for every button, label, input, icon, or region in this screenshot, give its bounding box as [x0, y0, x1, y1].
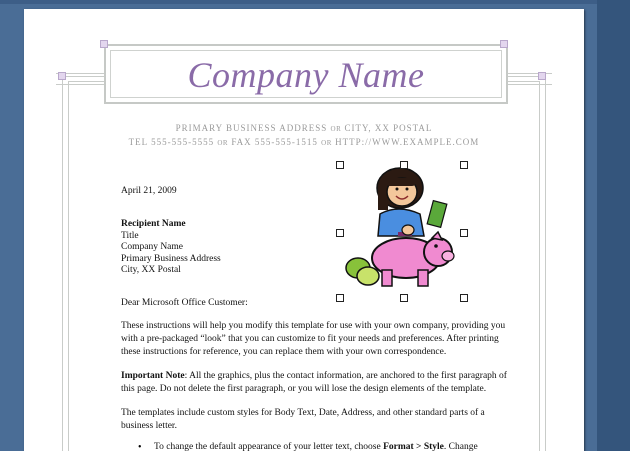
- girl-with-piggy-bank-icon: [338, 162, 464, 298]
- recipient-block[interactable]: [121, 219, 221, 277]
- bullet-bold: Format > Style: [383, 442, 444, 451]
- address-street: PRIMARY BUSINESS ADDRESS: [175, 123, 328, 133]
- company-name: Company Name: [187, 55, 425, 95]
- address-separator: OR: [321, 139, 332, 147]
- company-box-ornament-tr: [500, 40, 508, 48]
- recipient-name: Recipient Name: [121, 219, 186, 229]
- resize-handle-ne[interactable]: [460, 161, 468, 169]
- bullet-text: To change the default appearance of your letter text, choose: [154, 442, 384, 451]
- address-tel: TEL 555-555-5555: [128, 137, 215, 147]
- address-web: HTTP://WWW.EXAMPLE.COM: [335, 137, 480, 147]
- address-city: CITY, XX POSTAL: [344, 123, 433, 133]
- resize-handle-nw[interactable]: [336, 161, 344, 169]
- resize-handle-sw[interactable]: [336, 294, 344, 302]
- company-box-ornament-tl: [100, 40, 108, 48]
- resize-handle-n[interactable]: [400, 161, 408, 169]
- body-paragraph-3[interactable]: The templates include custom styles for Body Text, Date, Address, and other standard parts of a business letter.: [121, 408, 485, 431]
- resize-handle-e[interactable]: [460, 229, 468, 237]
- corner-ornament-left: [58, 72, 66, 80]
- vertical-scrollbar-area[interactable]: [597, 0, 630, 451]
- resize-handle-s[interactable]: [400, 294, 408, 302]
- recipient-company: Company Name: [121, 242, 184, 252]
- recipient-address: Primary Business Address: [121, 253, 221, 264]
- address-line-2: [24, 137, 584, 147]
- corner-ornament-right: [538, 72, 546, 80]
- body-paragraph-1[interactable]: These instructions will help you modify this template for use with your own company, providing you with a pre-packaged “look” that you can customize to fit your needs and preferences. After printing these instructions for reference, you can replace them with your own correspondence.: [121, 321, 506, 357]
- resize-handle-w[interactable]: [336, 229, 344, 237]
- bullet-after: . Change: [443, 442, 478, 451]
- company-name-box[interactable]: [104, 44, 508, 104]
- address-fax: FAX 555-555-1515: [231, 137, 318, 147]
- top-window-strip: [0, 0, 630, 4]
- address-separator: OR: [217, 139, 229, 147]
- important-note-text: : All the graphics, plus the contact information, are anchored to the first paragraph of this page. Do not delete the first paragraph, or you will lose the design elements of the template.: [121, 371, 507, 394]
- document-page[interactable]: [24, 9, 584, 451]
- bullet-marker: •: [138, 442, 142, 451]
- bullet-item[interactable]: [154, 441, 524, 451]
- clipart-selection[interactable]: [338, 162, 464, 298]
- letter-date[interactable]: April 21, 2009: [121, 186, 177, 196]
- important-note-label: Important Note: [121, 371, 185, 381]
- recipient-title: Title: [121, 230, 139, 241]
- recipient-city: City, XX Postal: [121, 265, 181, 275]
- resize-handle-se[interactable]: [460, 294, 468, 302]
- body-paragraph-2[interactable]: [121, 370, 516, 396]
- address-separator: OR: [330, 125, 342, 133]
- salutation[interactable]: Dear Microsoft Office Customer:: [121, 298, 248, 308]
- address-line-1: [24, 123, 584, 133]
